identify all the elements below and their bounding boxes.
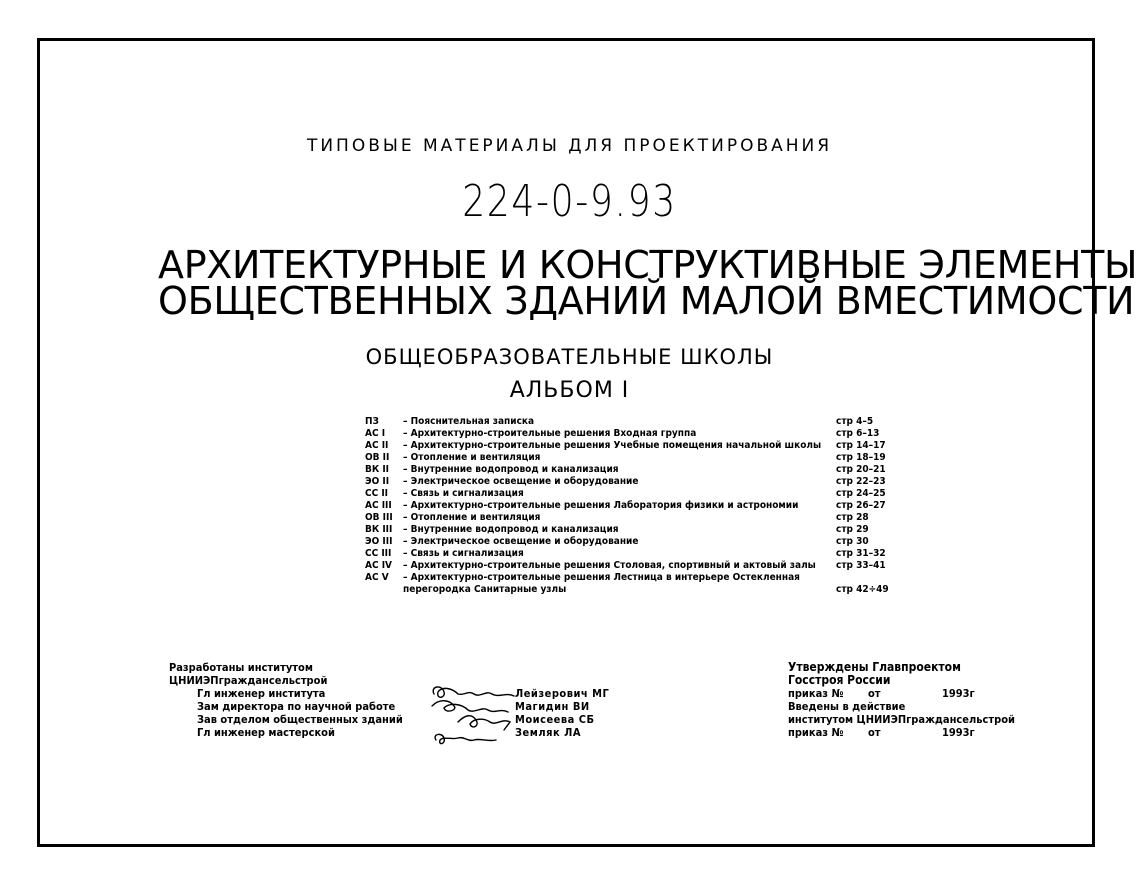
section-title: – Отопление и вентиляция [403, 452, 541, 463]
contents-row [365, 536, 905, 548]
section-pages: стр 31–32 [836, 548, 886, 559]
section-code: СС III [365, 548, 392, 559]
section-pages: стр 24–25 [836, 488, 886, 499]
section-pages: стр 14–17 [836, 440, 886, 451]
section-code: АС II [365, 440, 389, 451]
section-pages: стр 4–5 [836, 416, 874, 427]
staff-position: Зам директора по научной работе [197, 700, 396, 713]
section-pages: стр 42÷49 [836, 584, 889, 595]
section-pages: стр 30 [836, 536, 869, 547]
staff-row [169, 726, 581, 739]
section-pages: стр 26–27 [836, 500, 886, 511]
section-title: – Связь и сигнализация [403, 548, 524, 559]
contents-row [365, 464, 905, 476]
staff-name: Земляк ЛА [515, 726, 581, 739]
section-code: ПЗ [365, 416, 379, 427]
section-pages: стр 28 [836, 512, 869, 523]
section-pages: стр 6–13 [836, 428, 880, 439]
contents-row [365, 476, 905, 488]
approval-authority: Госстроя России [788, 673, 891, 687]
section-title: перегородка Санитарные узлы [403, 584, 567, 595]
section-code: ЭО II [365, 476, 390, 487]
contents-row [365, 512, 905, 524]
subtitle: ОБЩЕОБРАЗОВАТЕЛЬНЫЕ ШКОЛЫ [365, 345, 774, 369]
staff-row [169, 687, 610, 700]
approved-label: Утверждены Главпроектом [788, 660, 961, 674]
staff-position: Зав отделом общественных зданий [197, 713, 403, 726]
section-title: – Связь и сигнализация [403, 488, 524, 499]
contents-row [365, 500, 905, 512]
enacted-by: институтом ЦНИИЭПграждансельстрой [788, 713, 1015, 726]
section-pages: стр 33–41 [836, 560, 886, 571]
staff-position: Гл инженер мастерской [197, 726, 335, 739]
section-code: ЭО III [365, 536, 393, 547]
section-title: – Архитектурно-строительные решения Входная группа [403, 428, 697, 439]
developed-by-label: Разработаны институтом [169, 661, 313, 674]
contents-list [365, 416, 905, 596]
order2-year: 1993г [942, 726, 975, 739]
order-from-label: от [868, 687, 881, 700]
signatures-image [428, 684, 520, 754]
section-code: АС V [365, 572, 389, 583]
contents-row [365, 584, 905, 596]
contents-row [365, 452, 905, 464]
title-line-1: АРХИТЕКТУРНЫЕ И КОНСТРУКТИВНЫЕ ЭЛЕМЕНТЫ [158, 243, 1138, 287]
contents-row [365, 572, 905, 584]
section-code: АС I [365, 428, 386, 439]
section-code: ОВ II [365, 452, 390, 463]
order2-row [788, 726, 1015, 739]
section-pages: стр 18–19 [836, 452, 886, 463]
contents-row [365, 560, 905, 572]
section-pages: стр 20–21 [836, 464, 886, 475]
order-year: 1993г [942, 687, 975, 700]
section-title: – Электрическое освещение и оборудование [403, 536, 639, 547]
section-code: СС II [365, 488, 389, 499]
title-line-2: ОБЩЕСТВЕННЫХ ЗДАНИЙ МАЛОЙ ВМЕСТИМОСТИ [158, 279, 1135, 323]
section-title: – Внутренние водопровод и канализация [403, 524, 619, 535]
contents-row [365, 488, 905, 500]
contents-row [365, 524, 905, 536]
contents-row [365, 428, 905, 440]
section-title: – Отопление и вентиляция [403, 512, 541, 523]
staff-name: Лейзерович МГ [515, 687, 610, 700]
credits-block [169, 661, 610, 739]
institute-name: ЦНИИЭПграждансельстрой [169, 674, 328, 687]
contents-row [365, 548, 905, 560]
section-title: – Архитектурно-строительные решения Лестница в интерьере Остекленная [403, 572, 800, 583]
staff-row [169, 713, 595, 726]
section-code: ВК III [365, 524, 393, 535]
staff-name: Моисеева СБ [515, 713, 595, 726]
section-title: – Архитектурно-строительные решения Лаборатория физики и астрономии [403, 500, 799, 511]
section-pages: стр 22–23 [836, 476, 886, 487]
section-title: – Архитектурно-строительные решения Столовая, спортивный и актовый залы [403, 560, 816, 571]
section-code: АС III [365, 500, 392, 511]
contents-row [365, 440, 905, 452]
approval-block [788, 661, 1015, 739]
section-code: АС IV [365, 560, 393, 571]
order2-label: приказ № [788, 726, 844, 739]
document-code: 224-0-9.93 [462, 176, 677, 227]
album-label: АЛЬБОМ I [509, 378, 630, 403]
order-row [788, 687, 1015, 700]
section-title: – Архитектурно-строительные решения Учебные помещения начальной школы [403, 440, 822, 451]
contents-row [365, 416, 905, 428]
section-code: ОВ III [365, 512, 393, 523]
staff-position: Гл инженер института [197, 687, 326, 700]
section-code: ВК II [365, 464, 390, 475]
section-pages: стр 29 [836, 524, 869, 535]
staff-name: Магидин ВИ [515, 700, 590, 713]
order-label: приказ № [788, 687, 844, 700]
enacted-label: Введены в действие [788, 700, 906, 713]
section-title: – Электрическое освещение и оборудование [403, 476, 639, 487]
section-title: – Пояснительная записка [403, 416, 535, 427]
section-title: – Внутренние водопровод и канализация [403, 464, 619, 475]
staff-row [169, 700, 590, 713]
series-heading: ТИПОВЫЕ МАТЕРИАЛЫ ДЛЯ ПРОЕКТИРОВАНИЯ [306, 136, 833, 156]
order2-from-label: от [868, 726, 881, 739]
